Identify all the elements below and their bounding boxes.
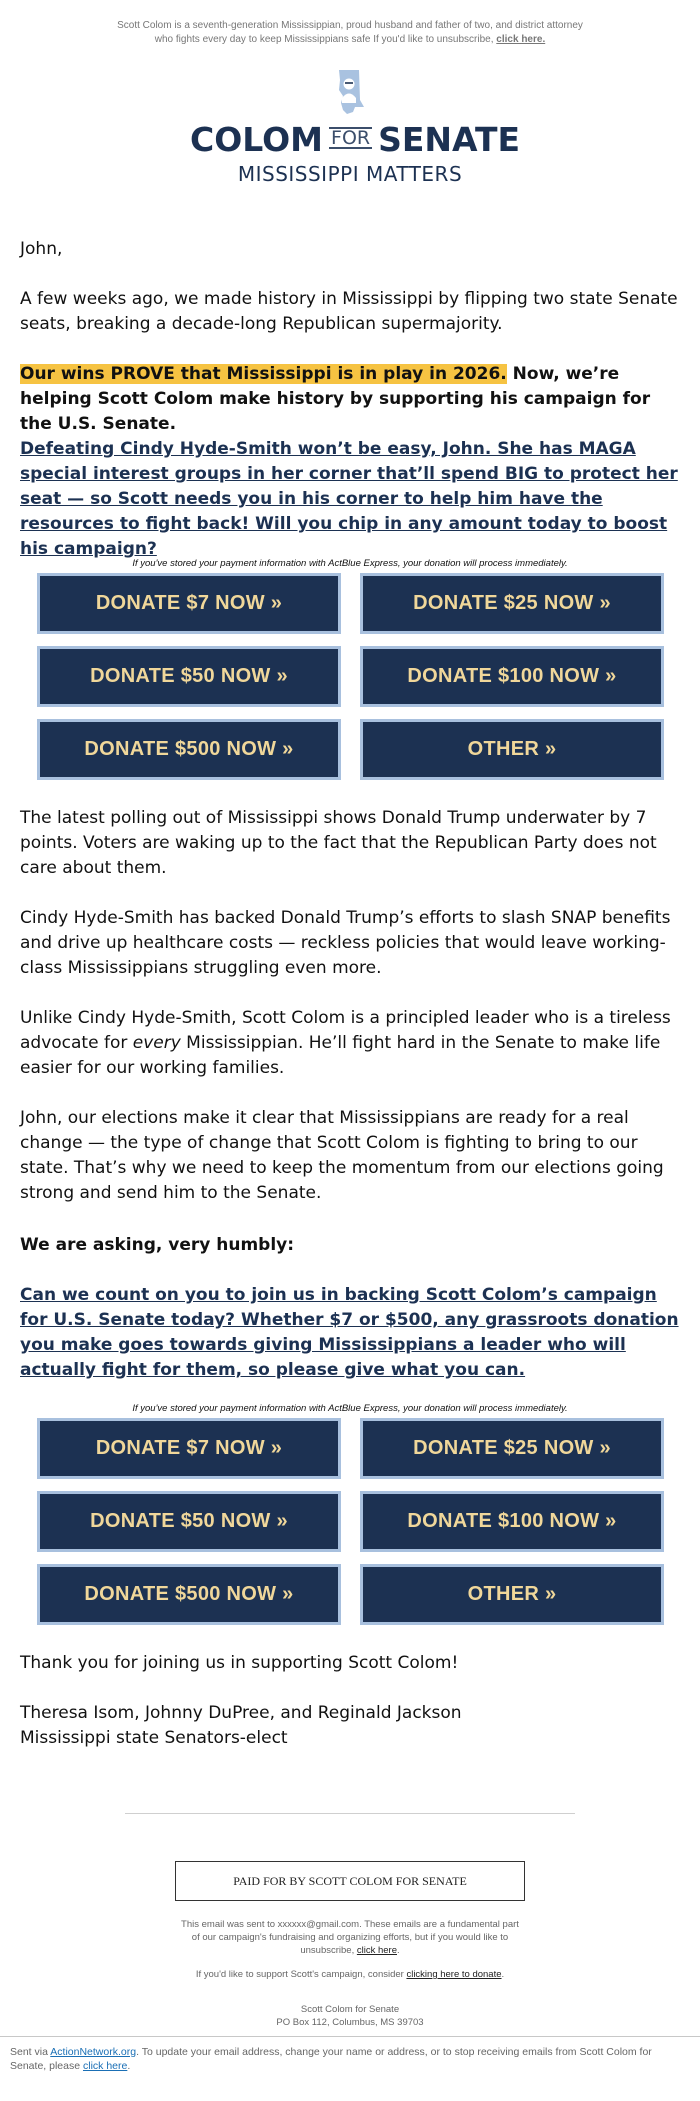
backing-appeal-link[interactable]: Can we count on you to join us in backing Scott Colom’s campaign for U.S. Senate today? Whether $7 or $500, any grassroots donation you make goes towards giving Mississippians a leader who will actually fight for them, so please give what you can. bbox=[20, 1285, 679, 1380]
paragraph-6-b: Mississippian. He’ll fight hard in the Senate to make life easier for our working families. bbox=[20, 1033, 661, 1078]
donate-appeal-link[interactable]: Defeating Cindy Hyde-Smith won’t be easy, John. She has MAGA special interest groups in her corner that’ll spend BIG to protect her seat — so Scott needs you in his corner to help him have the resources to fight back! Will you chip in any amount today to boost his campaign? bbox=[20, 439, 678, 559]
footer-sent-to-text: This email was sent to xxxxxx@gmail.com. These emails are a fundamental part of our campaign's fundraising and organizing efforts, but if you would like to unsubscribe, bbox=[181, 1919, 519, 1956]
paragraph-10: Thank you for joining us in supporting Scott Colom! bbox=[20, 1653, 459, 1673]
donate-25-button[interactable]: DONATE $25 NOW » bbox=[360, 573, 664, 634]
paragraph-8: We are asking, very humbly: bbox=[20, 1235, 295, 1255]
footer-divider bbox=[125, 1813, 575, 1814]
footer-postal-address: PO Box 112, Columbus, MS 39703 bbox=[276, 2017, 424, 2028]
paragraph-6-a: Unlike Cindy Hyde-Smith, Scott Colom is a principled leader who is a tireless advocate for bbox=[20, 1008, 671, 1053]
logo-name-right: SENATE bbox=[378, 120, 521, 159]
actionnetwork-link[interactable]: ActionNetwork.org bbox=[50, 2046, 137, 2058]
footer-sent-to: This email was sent to xxxxxx@gmail.com. These emails are a fundamental part of our campaign's fundraising and organizing efforts, but if you would like to unsubscribe, click here. bbox=[181, 1919, 519, 1956]
sent-via-bar bbox=[0, 2036, 700, 2073]
sent-via-end: . bbox=[127, 2060, 131, 2072]
footer-support: If you'd like to support Scott's campaign, consider clicking here to donate. bbox=[195, 1969, 505, 1980]
signers-title: Mississippi state Senators-elect bbox=[20, 1728, 288, 1748]
paragraph-2-rest: Now, we’re helping Scott Colom make history by supporting his campaign for the U.S. Senate. bbox=[20, 364, 651, 434]
campaign-logo bbox=[190, 70, 521, 186]
actblue-note: If you've stored your payment information with ActBlue Express, your donation will process immediately. bbox=[132, 558, 568, 569]
paragraph-1: A few weeks ago, we made history in Mississippi by flipping two state Senate seats, breaking a decade-long Republican supermajority. bbox=[20, 289, 678, 334]
footer-donate-link[interactable]: clicking here to donate bbox=[406, 1969, 502, 1980]
donate-25-button[interactable]: DONATE $25 NOW » bbox=[360, 1418, 664, 1479]
footer-address bbox=[180, 2003, 520, 2029]
donate-50-button[interactable]: DONATE $50 NOW » bbox=[37, 1491, 341, 1552]
footer-support-text: If you'd like to support Scott's campaign, consider bbox=[195, 1969, 407, 1980]
signers: Theresa Isom, Johnny DuPree, and Reginald Jackson bbox=[20, 1703, 462, 1723]
mississippi-state-icon bbox=[335, 70, 365, 114]
donate-500-button[interactable]: DONATE $500 NOW » bbox=[37, 1564, 341, 1625]
donate-other-button[interactable]: OTHER » bbox=[360, 719, 664, 780]
preheader bbox=[110, 19, 590, 47]
actblue-note-2: If you've stored your payment information with ActBlue Express, your donation will process immediately. bbox=[132, 1403, 568, 1414]
paragraph-7: John, our elections make it clear that Mississippians are ready for a real change — the type of change that Scott Colom is fighting to bring to our state. That’s why we need to keep the momentum from our elections going strong and send him to the Senate. bbox=[20, 1108, 664, 1203]
donate-7-button[interactable]: DONATE $7 NOW » bbox=[37, 573, 341, 634]
logo-name-left: COLOM bbox=[190, 120, 324, 159]
greeting: John, bbox=[20, 239, 63, 259]
donate-500-button[interactable]: DONATE $500 NOW » bbox=[37, 719, 341, 780]
donate-7-button[interactable]: DONATE $7 NOW » bbox=[37, 1418, 341, 1479]
donate-100-button[interactable]: DONATE $100 NOW » bbox=[360, 1491, 664, 1552]
preheader-unsubscribe-link[interactable]: click here. bbox=[496, 34, 546, 45]
paragraph-2 bbox=[20, 362, 680, 437]
donate-other-button[interactable]: OTHER » bbox=[360, 1564, 664, 1625]
sent-via-click-here-link[interactable]: click here bbox=[82, 2060, 128, 2072]
paragraph-6 bbox=[20, 1006, 680, 1081]
donate-100-button[interactable]: DONATE $100 NOW » bbox=[360, 646, 664, 707]
paragraph-4: The latest polling out of Mississippi shows Donald Trump underwater by 7 points. Voters are waking up to the fact that the Republican Party does not care about them. bbox=[20, 808, 657, 878]
donate-50-button[interactable]: DONATE $50 NOW » bbox=[37, 646, 341, 707]
logo-tagline: MISSISSIPPI MATTERS bbox=[237, 162, 463, 186]
paragraph-5: Cindy Hyde-Smith has backed Donald Trump’s efforts to slash SNAP benefits and drive up healthcare costs — reckless policies that would leave working-class Mississippians struggling even more. bbox=[20, 908, 671, 978]
footer-org-name: Scott Colom for Senate bbox=[300, 2004, 400, 2015]
paid-for-disclaimer: PAID FOR BY SCOTT COLOM FOR SENATE bbox=[175, 1861, 525, 1901]
sent-via-prefix: Sent via bbox=[10, 2046, 51, 2058]
highlighted-claim: Our wins PROVE that Mississippi is in play in 2026. bbox=[20, 364, 507, 384]
signature bbox=[20, 1701, 680, 1751]
preheader-text: Scott Colom is a seventh-generation Mississippian, proud husband and father of two, and district attorney who fights every day to keep Mississippians safe If you'd like to unsubscribe, bbox=[117, 20, 583, 45]
logo-for: FOR bbox=[331, 126, 371, 149]
paragraph-6-emphasis: every bbox=[132, 1033, 181, 1053]
footer-unsubscribe-link[interactable]: click here bbox=[356, 1945, 397, 1956]
paragraph-9 bbox=[20, 1283, 680, 1383]
paragraph-3 bbox=[20, 437, 680, 562]
sent-via-text: . To update your email address, change your name or address, or to stop receiving emails from Scott Colom for Senate, please bbox=[10, 2046, 652, 2072]
logo-title bbox=[190, 120, 521, 159]
